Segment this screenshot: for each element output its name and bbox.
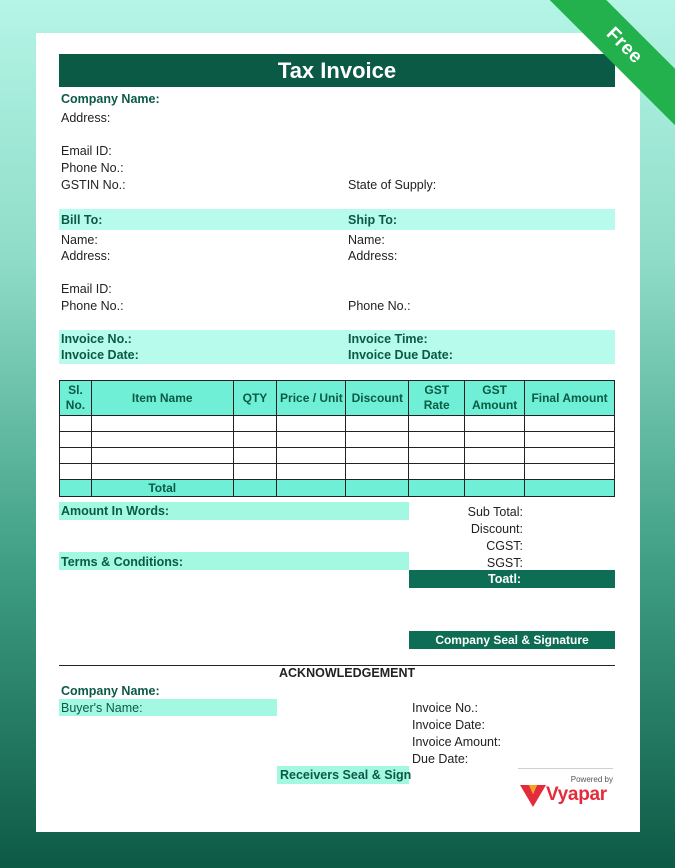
invoice-title: Tax Invoice — [59, 54, 615, 87]
amount-in-words-label: Amount In Words: — [61, 504, 170, 518]
vyapar-logo-icon — [520, 783, 546, 807]
total-bar: Toatl: — [409, 570, 615, 588]
items-table — [59, 380, 615, 497]
sub-total-label: Sub Total: — [467, 505, 523, 519]
table-total-row — [60, 480, 615, 497]
invoice-page — [36, 33, 640, 832]
terms-conditions-label: Terms & Conditions: — [61, 555, 183, 569]
invoice-due-date-label: Invoice Due Date: — [348, 348, 453, 362]
ack-invoice-no-label: Invoice No.: — [412, 701, 479, 715]
table-row[interactable] — [60, 416, 615, 432]
bill-to-heading: Bill To: — [61, 213, 103, 227]
company-gstin-label: GSTIN No.: — [61, 178, 126, 192]
company-phone-label: Phone No.: — [61, 161, 124, 175]
brand-divider — [518, 768, 613, 769]
acknowledgement-heading: ACKNOWLEDGEMENT — [279, 666, 416, 680]
bill-address-label: Address: — [61, 249, 111, 263]
invoice-time-label: Invoice Time: — [348, 332, 428, 346]
free-badge: Free — [545, 0, 675, 127]
cgst-label: CGST: — [486, 539, 523, 553]
ship-address-label: Address: — [348, 249, 398, 263]
invoice-date-label: Invoice Date: — [61, 348, 139, 362]
invoice-meta-band — [59, 330, 615, 364]
company-name-label: Company Name: — [61, 92, 160, 106]
bill-email-label: Email ID: — [61, 282, 112, 296]
invoice-no-label: Invoice No.: — [61, 332, 132, 346]
table-row[interactable] — [60, 432, 615, 448]
ack-company-name-label: Company Name: — [61, 684, 160, 698]
ack-invoice-amount-label: Invoice Amount: — [412, 735, 501, 749]
ship-to-heading: Ship To: — [348, 213, 398, 227]
vyapar-logo-text: Vyapar — [546, 784, 607, 805]
col-discount: Discount — [346, 381, 409, 416]
col-price-unit: Price / Unit — [277, 381, 346, 416]
ship-name-label: Name: — [348, 233, 385, 247]
powered-by-text: Powered by — [570, 775, 613, 784]
table-row[interactable] — [60, 464, 615, 480]
company-email-label: Email ID: — [61, 144, 112, 158]
bill-ship-band — [59, 209, 615, 230]
col-gst-rate: GST Rate — [409, 381, 465, 416]
total-label: Total — [91, 480, 233, 497]
discount-label: Discount: — [470, 522, 523, 536]
ack-invoice-date-label: Invoice Date: — [412, 718, 485, 732]
bill-phone-label: Phone No.: — [61, 299, 124, 313]
buyer-name-label: Buyer's Name: — [61, 701, 143, 715]
table-header-row — [60, 381, 615, 416]
table-row[interactable] — [60, 448, 615, 464]
col-gst-amount: GST Amount — [465, 381, 525, 416]
col-qty: QTY — [233, 381, 277, 416]
col-sl-no: Sl. No. — [60, 381, 92, 416]
sgst-label: SGST: — [486, 556, 523, 570]
ship-phone-label: Phone No.: — [348, 299, 411, 313]
state-of-supply-label: State of Supply: — [348, 178, 437, 192]
free-ribbon — [545, 0, 675, 130]
bill-name-label: Name: — [61, 233, 98, 247]
company-seal-signature: Company Seal & Signature — [409, 631, 615, 649]
receivers-seal-sign-label: Receivers Seal & Sign — [280, 768, 412, 782]
col-final-amount: Final Amount — [525, 381, 615, 416]
ack-due-date-label: Due Date: — [412, 752, 469, 766]
col-item-name: Item Name — [91, 381, 233, 416]
company-address-label: Address: — [61, 111, 111, 125]
